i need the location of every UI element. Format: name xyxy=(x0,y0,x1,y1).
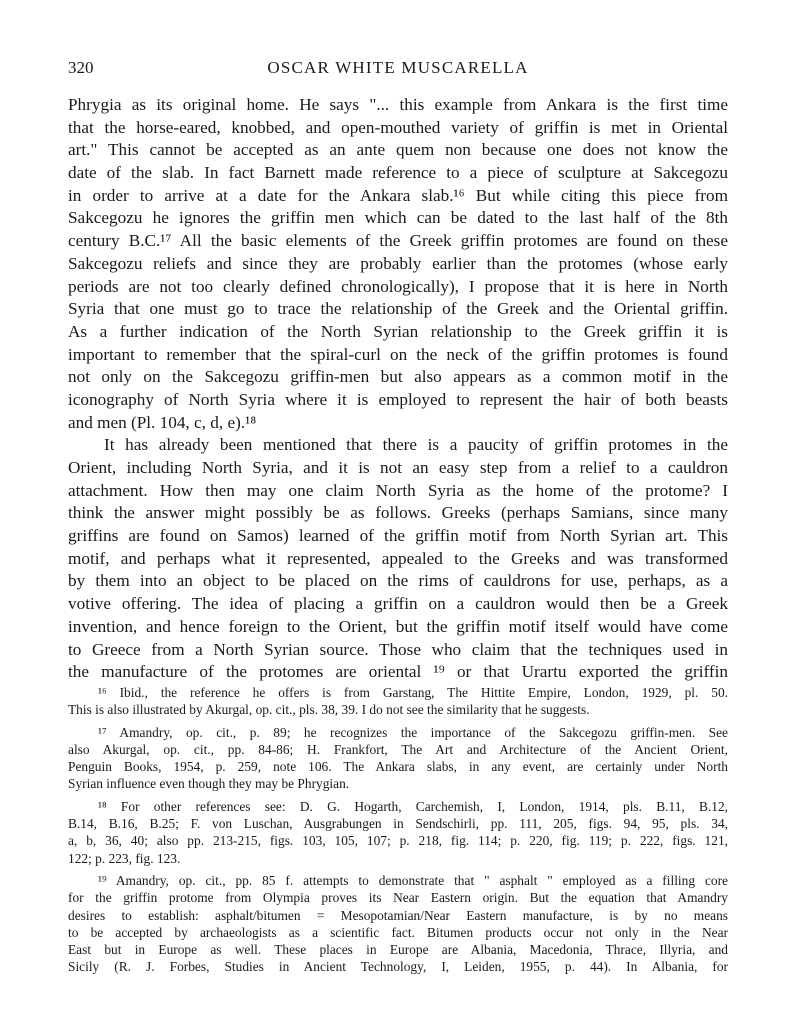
footnote-line: ¹⁹ Amandry, op. cit., pp. 85 f. attempts to demonstrate that " asphalt " employed as a filling core xyxy=(98,872,728,888)
body-line: century B.C.¹⁷ All the basic elements of the Greek griffin protomes are found on these xyxy=(68,231,728,251)
footnote-line: 122; p. 223, fig. 123. xyxy=(68,850,181,866)
body-line: Phrygia as its original home. He says "... this example from Ankara is the first time xyxy=(68,95,728,114)
body-line: date of the slab. In fact Barnett made reference to a piece of sculpture at Sakcegozu xyxy=(68,163,728,183)
body-line: griffins are found on Samos) learned of the griffin motif from North Syrian art. This xyxy=(68,526,728,546)
footnote-line: desires to establish: asphalt/bitumen = Mesopotamian/Near Eastern manufacture, is by no means xyxy=(68,907,728,923)
body-line: attachment. How then may one claim North Syria as the home of the protome? I xyxy=(68,480,728,500)
page-number: 320 xyxy=(68,58,94,77)
body-line: votive offering. The idea of placing a griffin on a cauldron would then be a Greek xyxy=(68,594,728,614)
body-line: important to remember that the spiral-curl on the neck of the griffin protomes is found xyxy=(68,344,728,364)
body-line: As a further indication of the North Syrian relationship to the Greek griffin it is xyxy=(68,321,728,341)
body-line: and men (Pl. 104, c, d, e).¹⁸ xyxy=(68,412,257,432)
body-line: Orient, including North Syria, and it is not an easy step from a relief to a cauldron xyxy=(68,458,728,477)
body-line: periods are not too clearly defined chronologically), I propose that it is here in North xyxy=(68,276,728,296)
body-line: iconography of North Syria where it is employed to represent the hair of both beasts xyxy=(68,389,728,409)
body-line: in order to arrive at a date for the Ankara slab.¹⁶ But while citing this piece from xyxy=(68,185,728,205)
body-line: to Greece from a North Syrian source. Those who claim that the techniques used in xyxy=(68,639,728,659)
footnote-line: to be accepted by archaeologists as a scientific fact. Bitumen products occur not only in the Near xyxy=(68,924,728,940)
footnotes xyxy=(68,684,728,976)
footnote-line: East but in Europe as well. These places in Europe are Albania, Macedonia, Thrace, Illyria, and xyxy=(68,942,728,958)
body-line: the manufacture of the protomes are oriental ¹⁹ or that Urartu exported the griffin xyxy=(68,662,728,682)
body-text xyxy=(68,94,728,684)
page-header xyxy=(68,58,728,84)
body-line: art." This cannot be accepted as an ante quem non because one does not know the xyxy=(68,140,728,160)
footnote-line: ¹⁷ Amandry, op. cit., p. 89; he recognizes the importance of the Sakcegozu griffin-men. See xyxy=(98,724,728,740)
running-head: OSCAR WHITE MUSCARELLA xyxy=(267,58,529,77)
body-line: invention, and hence foreign to the Orient, but the griffin motif itself would have come xyxy=(68,616,728,636)
body-line: think the answer might possibly be as follows. Greeks (perhaps Samians, since many xyxy=(68,503,728,523)
footnote-line: Penguin Books, 1954, p. 259, note 106. The Ankara slabs, in any event, are certainly under North xyxy=(68,759,728,775)
body-line: not only on the Sakcegozu griffin-men but also appears as a common motif in the xyxy=(68,367,728,387)
footnote xyxy=(68,724,728,793)
body-line: Sakcegozu reliefs and since they are probably earlier than the protomes (whose early xyxy=(68,253,728,273)
footnote-line: ¹⁸ For other references see: D. G. Hogarth, Carchemish, I, London, 1914, pls. B.11, B.12, xyxy=(98,798,728,814)
footnote-line: B.14, B.16, B.25; F. von Luschan, Ausgrabungen in Sendschirli, pp. 111, 205, figs. 94, 95, pls. 34, xyxy=(68,816,728,832)
body-line: Syria that one must go to trace the relationship of the Greek and the Oriental griffin. xyxy=(68,299,728,319)
footnote xyxy=(68,872,728,976)
footnote xyxy=(68,684,728,719)
body-line: motif, and perhaps what it represented, appealed to the Greeks and was transformed xyxy=(68,548,728,568)
footnote xyxy=(68,798,728,867)
footnote-line: This is also illustrated by Akurgal, op. cit., pls. 38, 39. I do not see the similarity that he suggests. xyxy=(68,702,590,718)
footnote-line: for the griffin protome from Olympia proves its Near Eastern origin. But the equation that Amandry xyxy=(68,890,728,906)
footnote-line: ¹⁶ Ibid., the reference he offers is from Garstang, The Hittite Empire, London, 1929, pl. 50. xyxy=(98,685,728,700)
body-line: Sakcegozu he ignores the griffin men which can be dated to the last half of the 8th xyxy=(68,208,728,228)
footnote-line: a, b, 36, 40; also pp. 213-215, figs. 103, 105, 107; p. 218, fig. 114; p. 220, fig. 119; p. 222, figs. 121, xyxy=(68,833,728,849)
footnote-line: Syrian influence even though they may be Phrygian. xyxy=(68,776,350,792)
footnote-line: also Akurgal, op. cit., pp. 84-86; H. Frankfort, The Art and Architecture of the Ancient Orient, xyxy=(68,741,728,757)
body-line: It has already been mentioned that there is a paucity of griffin protomes in the xyxy=(104,435,728,455)
footnote-line: Sicily (R. J. Forbes, Studies in Ancient Technology, I, Leiden, 1955, p. 44). In Albania, for xyxy=(68,959,728,975)
body-line: that the horse-eared, knobbed, and open-mouthed variety of griffin is met in Oriental xyxy=(68,117,728,137)
body-line: by them into an object to be placed on the rims of cauldrons for use, perhaps, as a xyxy=(68,571,728,591)
